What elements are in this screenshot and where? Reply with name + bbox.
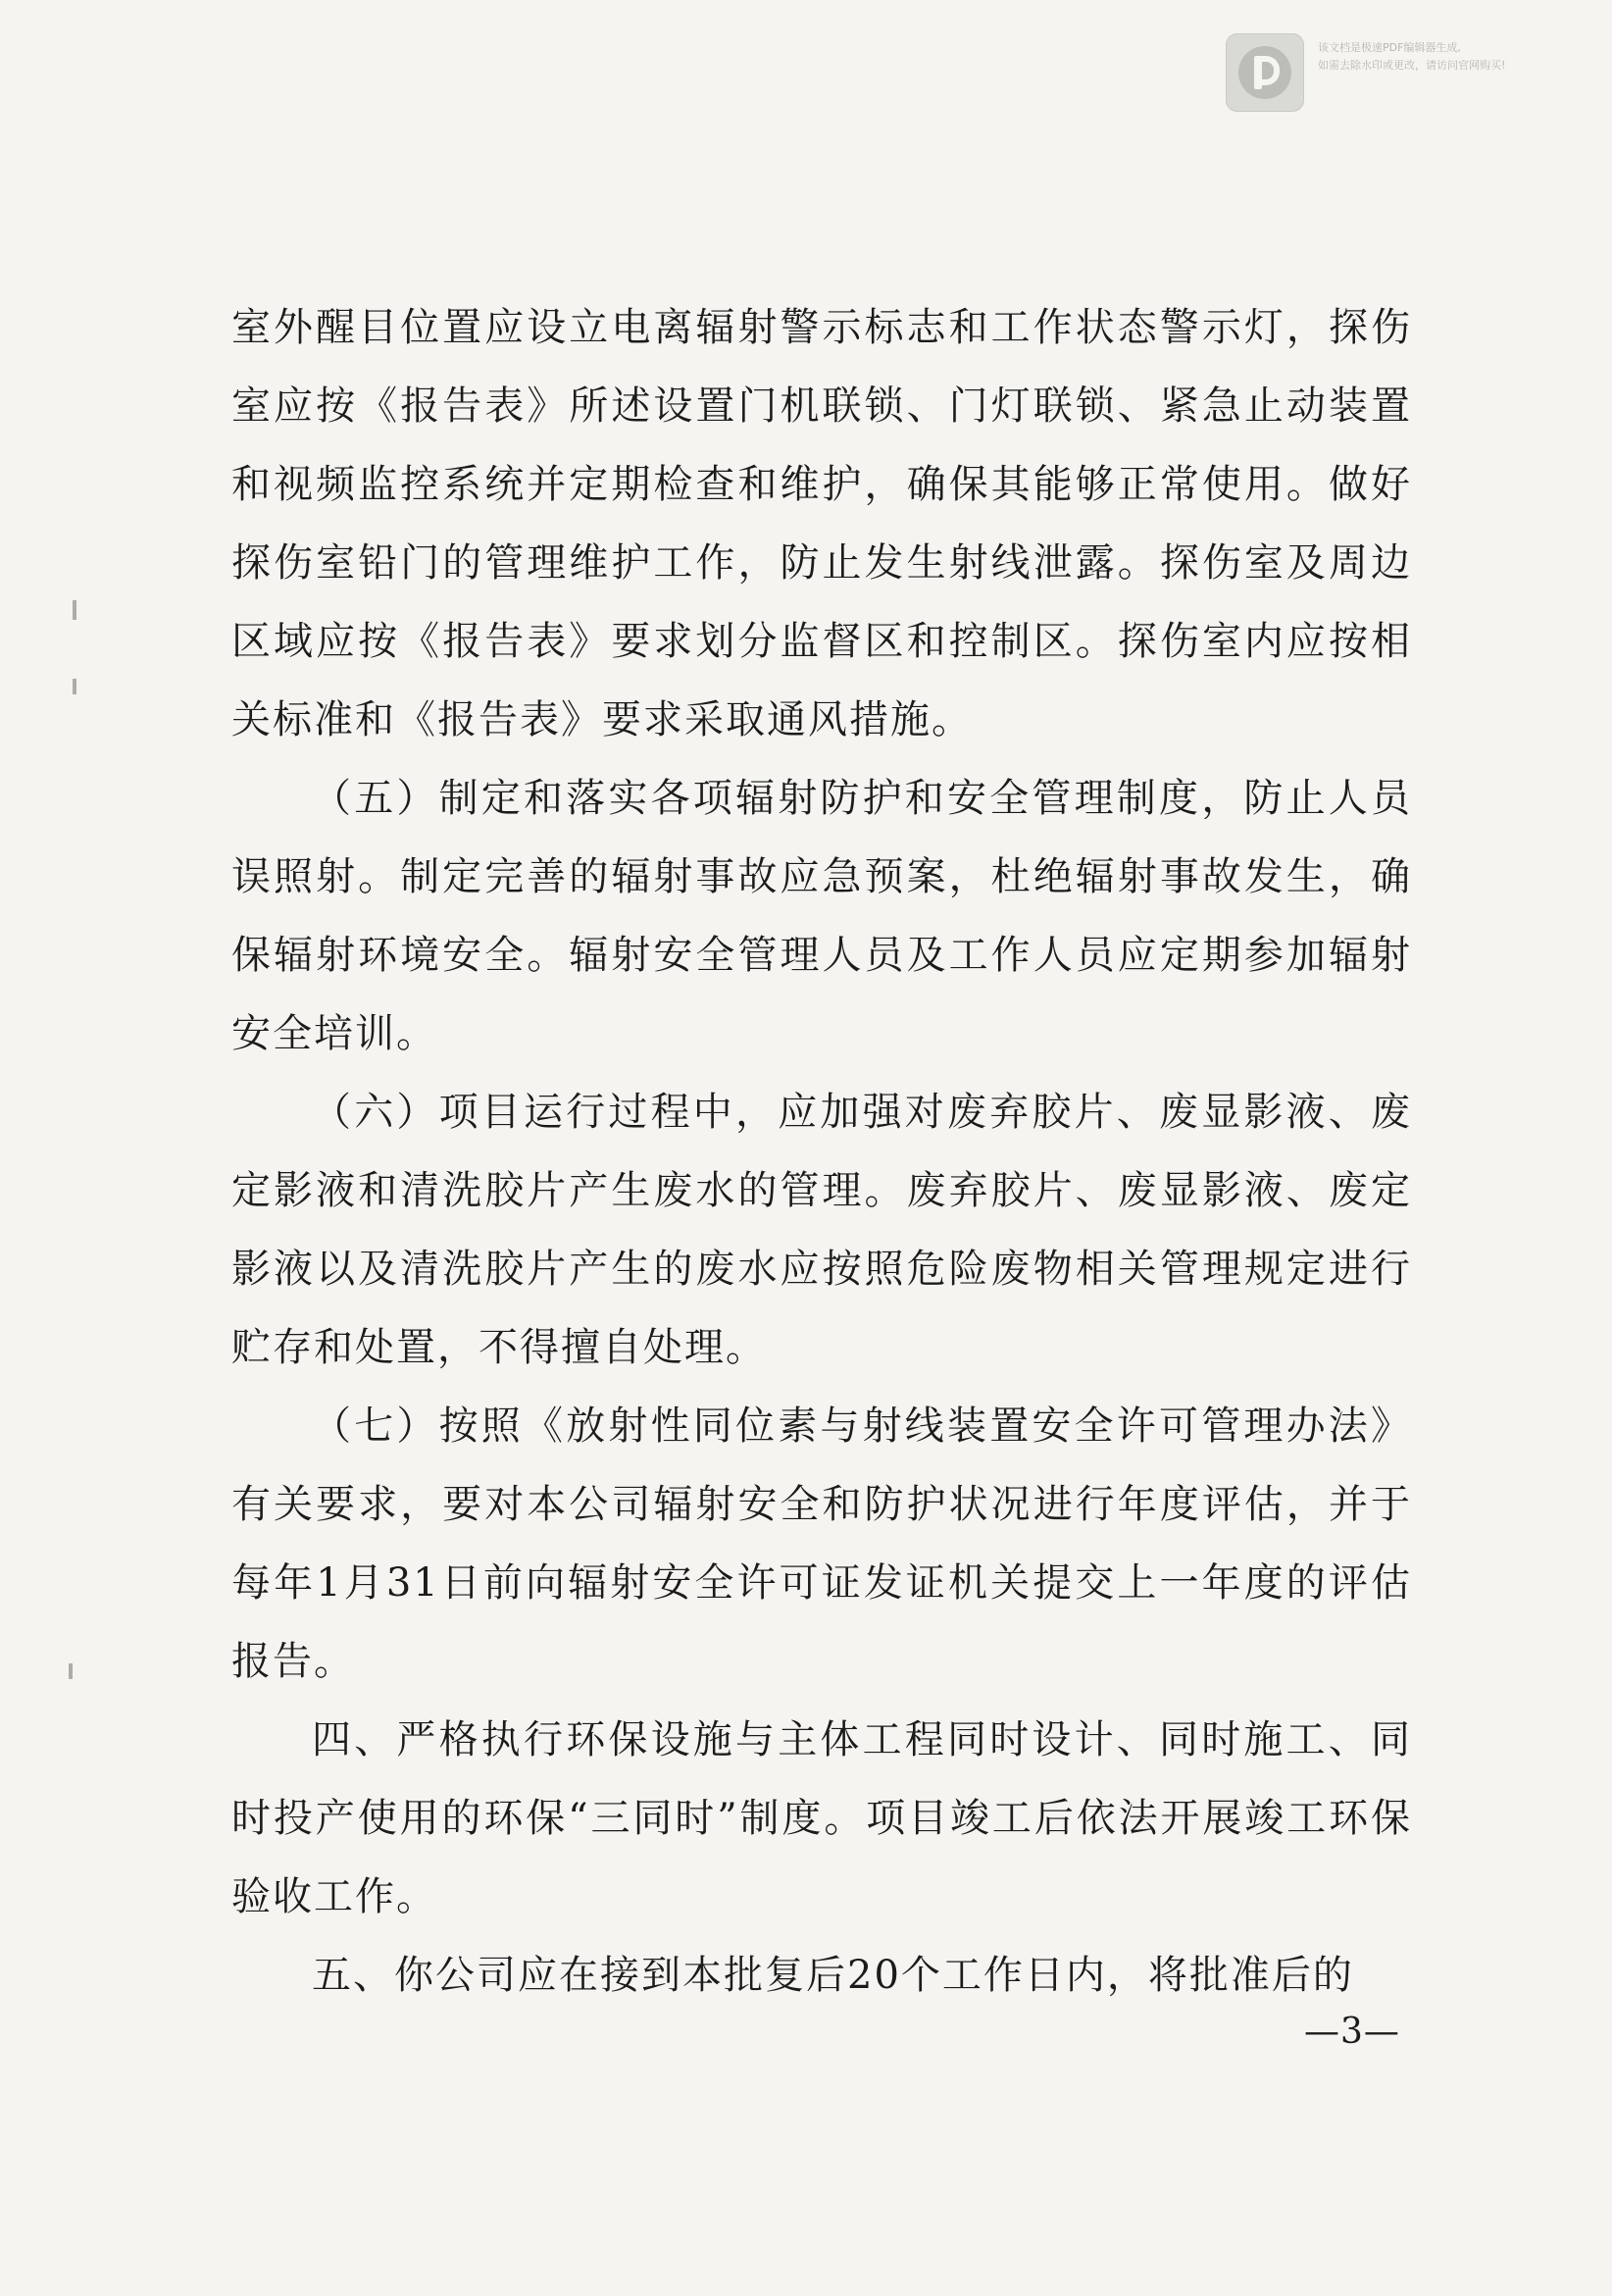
paragraph-section-4: 四、严格执行环保设施与主体工程同时设计、同时施工、同时投产使用的环保“三同时”制度。项目竣工后依法开展竣工环保验收工作。	[231, 1717, 1412, 1919]
paragraph-continuation: 室外醒目位置应设立电离辐射警示标志和工作状态警示灯，探伤室应按《报告表》所述设置门机联锁、门灯联锁、紧急止动装置和视频监控系统并定期检查和维护，确保其能够正常使用。做好探伤室铅门的管理维护工作，防止发生射线泄露。探伤室及周边区域应按《报告表》要求划分监督区和控制区。探伤室内应按相关标准和《报告表》要求采取通风措施。	[231, 305, 1412, 742]
scan-mark	[73, 679, 76, 694]
pdf-editor-logo-icon	[1226, 33, 1304, 112]
scan-mark	[73, 600, 76, 620]
paragraph-6: （六）项目运行过程中，应加强对废弃胶片、废显影液、废定影液和清洗胶片产生废水的管理。废弃胶片、废显影液、废定影液以及清洗胶片产生的废水应按照危险废物相关管理规定进行贮存和处置，不得擅自处理。	[231, 1090, 1412, 1370]
document-body	[231, 288, 1412, 2015]
watermark-line-1: 该文档是极速PDF编辑器生成,	[1318, 41, 1461, 54]
watermark-line-2: 如需去除水印或更改，请访问官网购买!	[1318, 59, 1506, 72]
scan-mark	[69, 1663, 73, 1679]
pdf-editor-logo-mark	[1238, 46, 1291, 99]
paragraph-5: （五）制定和落实各项辐射防护和安全管理制度，防止人员误照射。制定完善的辐射事故应急预案，杜绝辐射事故发生，确保辐射环境安全。辐射安全管理人员及工作人员应定期参加辐射安全培训。	[231, 776, 1412, 1056]
watermark-text	[1318, 39, 1543, 75]
paragraph-7: （七）按照《放射性同位素与射线装置安全许可管理办法》有关要求，要对本公司辐射安全和防护状况进行年度评估，并于每年1月31日前向辐射安全许可证发证机关提交上一年度的评估报告。	[231, 1403, 1412, 1684]
page-number: —3—	[1304, 2012, 1400, 2052]
paragraph-section-5: 五、你公司应在接到本批复后20个工作日内，将批准后的	[312, 1953, 1354, 1998]
